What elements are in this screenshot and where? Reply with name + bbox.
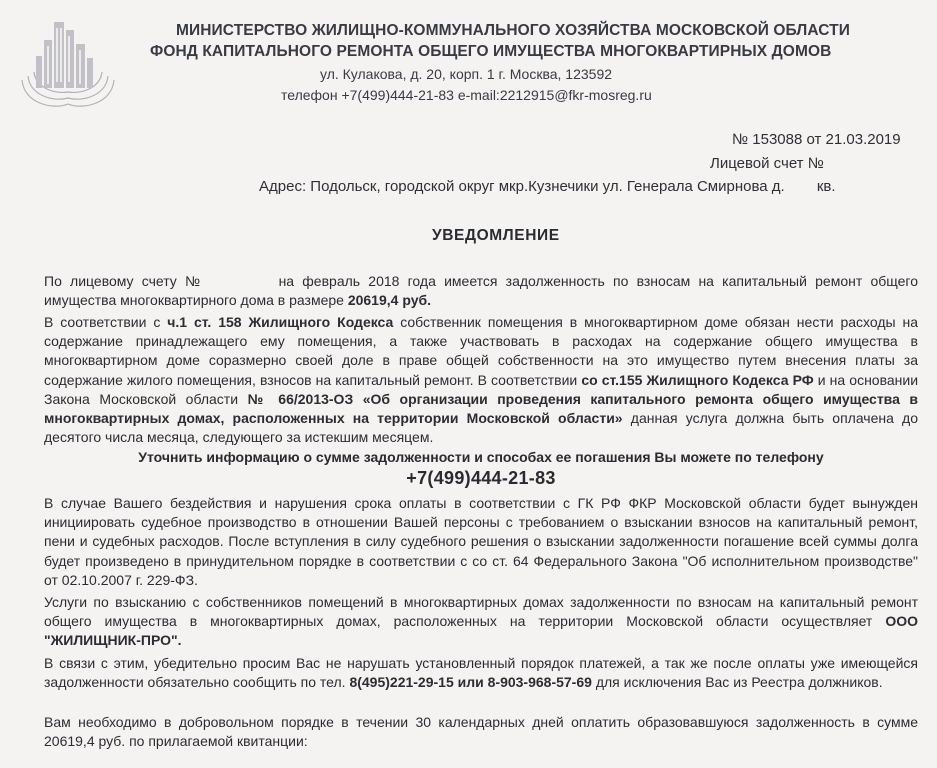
payment-paragraph: Вам необходимо в добровольном порядке в течении 30 календарных дней оплатить образовавшуюся задолженность в сумме 20619,4 руб. по прилагаемой квитанции: bbox=[44, 714, 918, 750]
recipient-address bbox=[259, 178, 836, 195]
debt-paragraph bbox=[44, 272, 918, 310]
legal-text-1: В соответствии с bbox=[44, 314, 161, 330]
collector-text: Услуги по взысканию с собственников помещений в многоквартирных домах задолженности по взносам на капитальный ремонт общего имущества в многоквартирных домах, расположенных на территории Московской области осуществляет bbox=[44, 594, 918, 630]
ministry-title: МИНИСТЕРСТВО ЖИЛИЩНО-КОММУНАЛЬНОГО ХОЗЯЙСТВА МОСКОВСКОЙ ОБЛАСТИ bbox=[176, 22, 850, 39]
fund-title: ФОНД КАПИТАЛЬНОГО РЕМОНТА ОБЩЕГО ИМУЩЕСТВА МНОГОКВАРТИРНЫХ ДОМОВ bbox=[150, 43, 832, 60]
request-text-end: для исключения Вас из Реестра должников. bbox=[595, 674, 883, 691]
address-label: Адрес: bbox=[259, 178, 307, 195]
address-value: Подольск, городской округ мкр.Кузнечики ул. Генерала Смирнова д. bbox=[310, 178, 785, 195]
apartment-label: кв. bbox=[816, 178, 836, 195]
legal-text-2: собственник помещения в многоквартирном доме обязан нести расходы на содержание принадлежащего ему помещения, а также участвовать в расходах на содержание общего имущества в многоквартирном доме соразмерно своей доле в праве общей собственности на это имущество путем внесения платы за содержание жилого помещения, взносов на капитальный ремонт. В соответствии bbox=[44, 314, 919, 388]
request-paragraph bbox=[44, 654, 918, 692]
debt-text-body: на февраль 2018 года имеется задолженность по взносам на капитальный ремонт общего имущества многоквартирного дома в размере bbox=[44, 273, 918, 309]
fund-address: ул. Кулакова, д. 20, корп. 1 г. Москва, 123592 bbox=[320, 66, 613, 82]
law-reference-158: ч.1 ст. 158 Жилищного Кодекса bbox=[167, 314, 394, 330]
building-emblem-icon bbox=[14, 14, 122, 110]
fund-contacts: телефон +7(499)444-21-83 e-mail:2212915@fkr-mosreg.ru bbox=[281, 87, 652, 103]
request-phones: 8(495)221-29-15 или 8-903-968-57-69 bbox=[349, 674, 592, 691]
debt-amount: 20619,4 руб. bbox=[347, 292, 432, 309]
collector-organization: ООО "ЖИЛИЩНИК-ПРО". bbox=[44, 613, 918, 649]
account-number-label: Лицевой счет № bbox=[710, 155, 824, 172]
court-warning-paragraph: В случае Вашего бездействия и нарушения срока оплаты в соответствии с ГК РФ ФКР Московской области будет вынужден инициировать судебное производство в отношении Вашей персоны с требованием о взыскании взносов на капитальный ремонт, пени и судебных расходов. После вступления в силу судебного решения о взыскании задолженности погашение всей суммы долга будет произведено в принудительном порядке в соответствии с со ст. 64 Федерального Закона "Об исполнительном производстве" от 02.10.2007 г. 229-ФЗ. bbox=[44, 495, 918, 588]
legal-basis-paragraph bbox=[44, 313, 918, 447]
law-reference-155: со ст.155 Жилищного Кодекса РФ bbox=[581, 371, 814, 388]
info-line: Уточнить информацию о сумме задолженности и способах ее погашения Вы можете по телефону bbox=[138, 449, 824, 465]
law-reference-66-2013: № 66/2013-ОЗ «Об организации проведения капитального ремонта общего имущества в многоквартирных домах, расположенных на территории Московской области» bbox=[44, 390, 919, 427]
info-phone: +7(499)444-21-83 bbox=[406, 468, 556, 488]
debt-text-start: По лицевому счету № bbox=[44, 273, 205, 289]
legal-text-4: данная услуга должна быть оплачена до десятого числа месяца, следующего за истекшим месяцем. bbox=[44, 410, 919, 446]
collector-paragraph bbox=[44, 593, 918, 651]
page-title: УВЕДОМЛЕНИЕ bbox=[432, 227, 560, 244]
legal-text-3: и на основании Закона Московской области bbox=[44, 371, 919, 407]
request-text: В связи с этим, убедительно просим Вас не нарушать установленный порядок платежей, а так же после оплаты уже имеющейся задолженности обязательно сообщить по тел. bbox=[44, 655, 918, 691]
document-number: № 153088 от 21.03.2019 bbox=[732, 131, 901, 148]
